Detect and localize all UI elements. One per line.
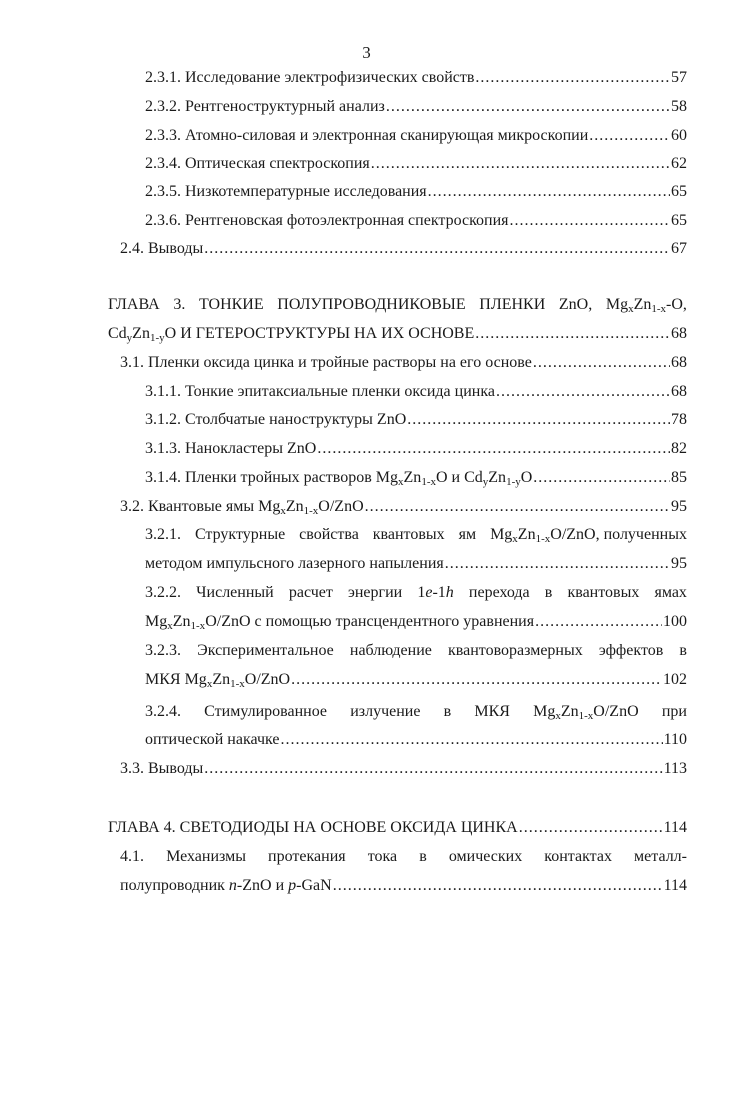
entry-page: 57 <box>671 69 687 86</box>
toc-entry-3-2-4-line-2[interactable]: оптической накачке ..... 110 <box>145 728 687 752</box>
entry-number: 3.2.1. <box>145 526 181 543</box>
toc-entry[interactable] <box>145 180 687 204</box>
formula-mgzno-zno: $Mg_xZn_{1-x}O$/ZnO <box>184 671 291 690</box>
heading-word: ПОЛУПРОВОДНИКОВЫЕ <box>277 296 466 313</box>
entry-page: 62 <box>671 155 687 172</box>
toc-entry-4-1-line-2[interactable]: полупроводник n-ZnO и p-GaN ..... 114 <box>120 874 687 898</box>
entry-page: 68 <box>671 325 687 342</box>
entry-number: 2.3.3. <box>145 127 181 144</box>
toc-entry[interactable] <box>120 495 687 519</box>
transition-formula: 1e-1h <box>417 584 454 601</box>
toc-entry-3-2-1-line-2[interactable]: методом импульсного лазерного напыления ..... 95 <box>145 552 687 576</box>
entry-title: Пленки оксида цинка и тройные растворы на его основе <box>148 354 532 371</box>
toc-entry[interactable] <box>145 66 687 90</box>
entry-title: Низкотемпературные исследования <box>185 183 427 200</box>
formula-mgzno-zno: $Mg_xZn_{1-x}O$/ZnO <box>145 613 251 632</box>
formula-mgzno-zno: $Mg_xZn_{1-x}O$/ZnO <box>490 526 596 545</box>
heading-formula: $Mg_xZn_{1-x}-O$, <box>605 296 687 315</box>
entry-title: Выводы <box>148 760 204 777</box>
entry-page: 110 <box>663 731 687 748</box>
entry-title: Рентгеновская фотоэлектронная спектроскопия <box>185 212 509 229</box>
entry-page: 95 <box>671 555 687 572</box>
chapter-3-heading-line-2[interactable] <box>108 322 687 346</box>
heading-word: ТОНКИЕ <box>198 296 264 313</box>
entry-title: И ГЕТЕРОСТРУКТУРЫ НА ИХ ОСНОВЕ <box>180 325 475 342</box>
entry-number: 3.1.4. <box>145 469 181 486</box>
toc-entry[interactable] <box>145 152 687 176</box>
entry-page: 60 <box>671 127 687 144</box>
entry-page: 67 <box>671 240 687 257</box>
entry-page: 114 <box>663 877 687 894</box>
entry-page: 65 <box>671 212 687 229</box>
page-number: 3 <box>362 43 371 62</box>
entry-number: 2.4. <box>120 240 144 257</box>
entry-title: Столбчатые наноструктуры ZnO <box>185 411 407 428</box>
heading-word: ПЛЕНКИ <box>479 296 546 313</box>
formula-mgzno-zno: $Mg_xZn_{1-x}O$/ZnO <box>258 498 364 517</box>
toc-entry-3-2-3-line-2[interactable]: МКЯ $Mg_xZn_{1-x}O$/ZnO ..... 102 <box>145 668 687 692</box>
entry-number: 2.3.1. <box>145 69 181 86</box>
entry-title: Атомно-силовая и электронная сканирующая микроскопии <box>185 127 589 144</box>
entry-number: 3.2.4. <box>145 703 181 720</box>
entry-number: 2.3.2. <box>145 98 181 115</box>
toc-entry[interactable] <box>145 380 687 404</box>
entry-page: 100 <box>663 613 687 630</box>
entry-number: 3.1.2. <box>145 411 181 428</box>
chapter-4-heading[interactable] <box>108 816 687 840</box>
heading-word: ГЛАВА <box>108 296 160 313</box>
toc-entry[interactable] <box>120 237 687 261</box>
entry-number: 3.2.3. <box>145 642 181 659</box>
toc-entry[interactable] <box>120 757 687 781</box>
entry-page: 65 <box>671 183 687 200</box>
entry-page: 85 <box>671 469 687 486</box>
toc-entry-3-2-4-line-1[interactable]: 3.2.4. Стимулированное излучение в МКЯ $Mg_xZn_{1-x}O$/ZnO при <box>145 700 687 724</box>
entry-page: 113 <box>663 760 687 777</box>
entry-title: Оптическая спектроскопия <box>185 155 370 172</box>
entry-page: 68 <box>671 383 687 400</box>
toc-entry[interactable] <box>145 95 687 119</box>
entry-title: Нанокластеры ZnO <box>185 440 317 457</box>
heading-formula: $Cd_yZn_{1-y}O$ <box>108 325 177 344</box>
toc-entry[interactable] <box>145 209 687 233</box>
entry-number: 2.3.5. <box>145 183 181 200</box>
entry-page: 78 <box>671 411 687 428</box>
entry-page: 68 <box>671 354 687 371</box>
entry-title: Тонкие эпитаксиальные пленки оксида цинка <box>185 383 495 400</box>
entry-number: 4.1. <box>120 848 144 865</box>
heading-word: ZnO, <box>558 296 593 313</box>
toc-entry-3-2-2-line-1[interactable]: 3.2.2. Численный расчет энергии 1e-1h перехода в квантовых ямах <box>145 581 687 605</box>
toc-entry-4-1-line-1[interactable]: 4.1. Механизмы протекания тока в омических контактах металл- <box>120 845 687 869</box>
heading-word: 3. <box>173 296 186 313</box>
toc-entry[interactable] <box>145 124 687 148</box>
entry-title: ГЛАВА 4. СВЕТОДИОДЫ НА ОСНОВЕ ОКСИДА ЦИНКА <box>108 819 518 836</box>
entry-number: 3.2. <box>120 498 144 515</box>
entry-title: Пленки тройных растворов <box>185 469 372 486</box>
toc-entry[interactable]: 3.1.4. Пленки тройных растворов $Mg_xZn_{1-x}O$ и $Cd_yZn_{1-y}O$ ..... 85 <box>145 466 687 490</box>
formula-mgzno: $Mg_xZn_{1-x}O$ <box>375 469 448 488</box>
entry-number: 3.2.2. <box>145 584 181 601</box>
toc-entry-3-2-1-line-1[interactable]: 3.2.1. Структурные свойства квантовых ям $Mg_xZn_{1-x}O$/ZnO, полученных <box>145 523 687 547</box>
entry-title: Выводы <box>148 240 204 257</box>
entry-number: 3.1.1. <box>145 383 181 400</box>
entry-number: 3.1.3. <box>145 440 181 457</box>
entry-page: 95 <box>671 498 687 515</box>
toc-entry-3-2-3-line-1[interactable]: 3.2.3. Экспериментальное наблюдение квантоворазмерных эффектов в <box>145 639 687 663</box>
toc-entry[interactable] <box>120 351 687 375</box>
toc-entry[interactable] <box>145 408 687 432</box>
entry-page: 114 <box>663 819 687 836</box>
entry-number: 2.3.6. <box>145 212 181 229</box>
entry-page: 58 <box>671 98 687 115</box>
entry-page: 102 <box>663 671 687 688</box>
entry-title: Квантовые ямы <box>148 498 255 515</box>
entry-page: 82 <box>671 440 687 457</box>
entry-number: 2.3.4. <box>145 155 181 172</box>
entry-number: 3.3. <box>120 760 144 777</box>
toc-entry[interactable] <box>145 437 687 461</box>
formula-cdzno: $Cd_yZn_{1-y}O$ <box>464 469 533 488</box>
entry-title: Исследование электрофизических свойств <box>185 69 475 86</box>
chapter-3-heading-line-1[interactable] <box>108 293 687 317</box>
toc-entry-3-2-2-line-2[interactable]: $Mg_xZn_{1-x}O$/ZnO с помощью трансцендентного уравнения ..... 100 <box>145 610 687 634</box>
entry-number: 3.1. <box>120 354 144 371</box>
entry-title: Рентгеноструктурный анализ <box>185 98 385 115</box>
formula-mgzno-zno: $Mg_xZn_{1-x}O$/ZnO <box>533 703 639 722</box>
